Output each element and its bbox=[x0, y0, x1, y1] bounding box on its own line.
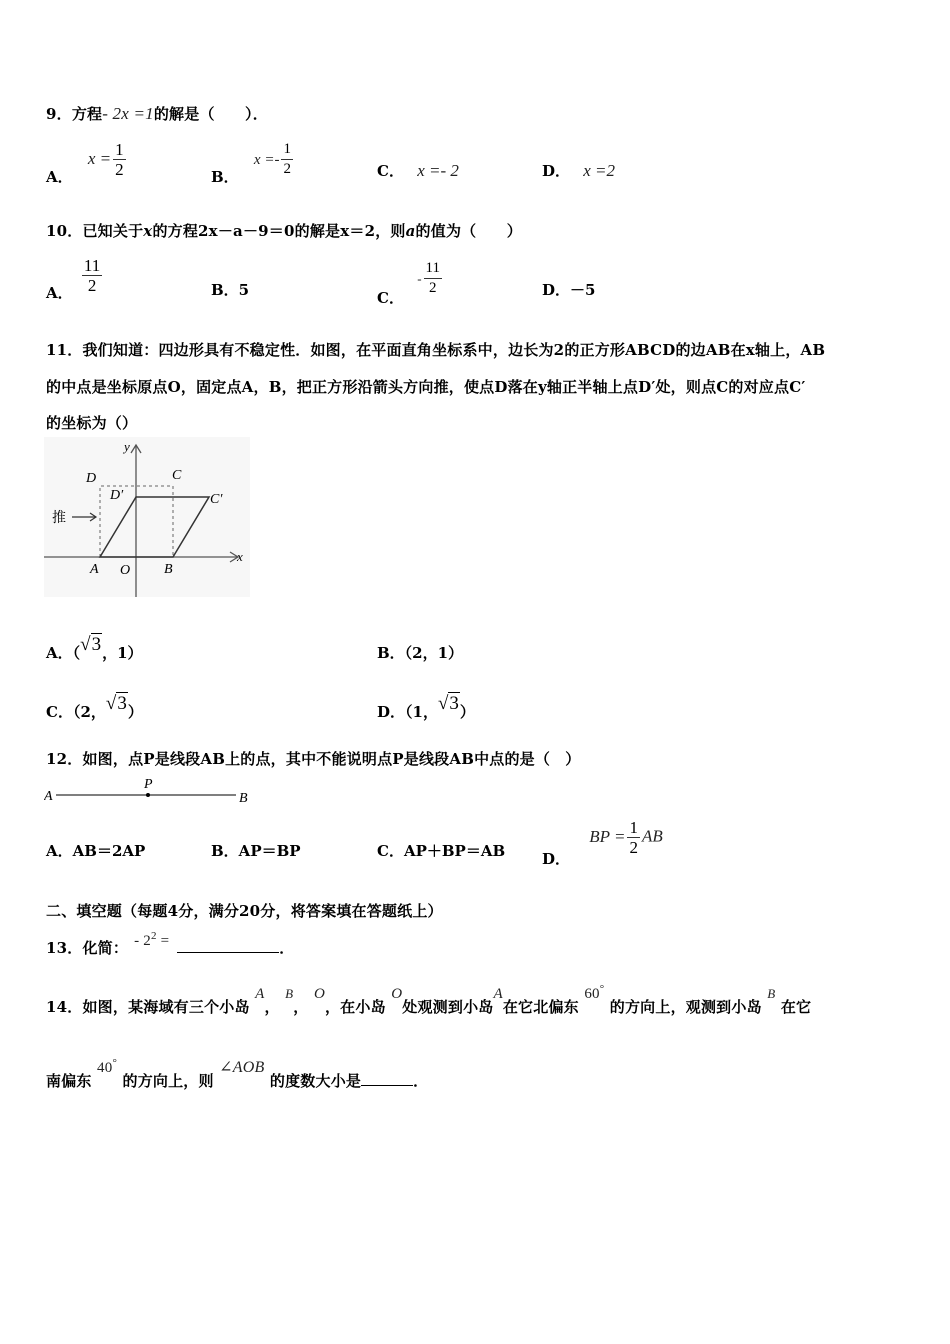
option-label: A． bbox=[46, 167, 73, 186]
label-push: 推 bbox=[52, 510, 66, 526]
q11-stem-line3: 的坐标为（） bbox=[46, 414, 138, 432]
answer-blank[interactable] bbox=[177, 938, 279, 953]
fraction: $\frac{1}{2}$ bbox=[115, 140, 124, 179]
option-expr: x =- 2 bbox=[417, 161, 459, 180]
label-C-prime: C′ bbox=[210, 492, 223, 507]
q9-option-d[interactable] bbox=[542, 160, 615, 181]
label-B: B bbox=[239, 791, 248, 806]
q9-option-a[interactable] bbox=[46, 140, 128, 186]
label-P: P bbox=[144, 777, 153, 792]
q11-figure bbox=[44, 437, 250, 597]
q12-option-d[interactable]: D． BP = $\frac{1}{2}$ AB bbox=[542, 818, 663, 868]
q12-option-a[interactable]: A．AB＝2AP bbox=[46, 842, 146, 860]
fraction: $\frac{11}{2}$ bbox=[83, 256, 101, 295]
q10-option-d[interactable] bbox=[542, 279, 595, 300]
label-C: C bbox=[172, 468, 182, 483]
q11-option-d[interactable]: D．（1，√3） bbox=[377, 693, 475, 721]
label-O: O bbox=[120, 563, 131, 578]
option-label: B． bbox=[211, 167, 239, 186]
q9-stem bbox=[46, 103, 268, 124]
sqrt: √3 bbox=[105, 693, 127, 714]
label-D-prime: D′ bbox=[110, 488, 124, 503]
label-A: A bbox=[90, 562, 99, 577]
q12-option-b[interactable]: B．AP＝BP bbox=[211, 842, 301, 860]
option-expr: x =2 bbox=[583, 161, 616, 180]
sqrt: √3 bbox=[437, 693, 459, 714]
q10-option-a[interactable] bbox=[46, 256, 104, 302]
q12-figure bbox=[44, 774, 264, 808]
q11-option-c[interactable]: C．（2，√3） bbox=[46, 693, 143, 721]
q11-stem-line2: 的中点是坐标原点O，固定点A，B，把正方形沿箭头方向推，使点D落在y轴正半轴上点D′处，则点C的对应点C′ bbox=[46, 378, 806, 396]
label-D: D bbox=[86, 471, 97, 486]
q9-option-b[interactable] bbox=[211, 140, 295, 186]
label-x: x bbox=[237, 549, 243, 564]
q12-option-c[interactable]: C．AP＋BP＝AB bbox=[377, 842, 506, 860]
math-lhs: x =- bbox=[253, 151, 280, 168]
q11-option-a[interactable]: A．（√3，1） bbox=[46, 634, 143, 662]
option-label: C． bbox=[377, 162, 404, 180]
label-B: B bbox=[164, 562, 173, 577]
math-lhs: x = bbox=[87, 148, 112, 168]
option-label: C． bbox=[377, 288, 404, 307]
fraction: $\frac{11}{2}$ bbox=[425, 260, 440, 296]
q13-stem: 13．化简： - $2^2$ = ． bbox=[46, 930, 295, 957]
q10-option-c[interactable]: C． - $\frac{11}{2}$ bbox=[377, 260, 440, 307]
q9-equation: - 2x =1 bbox=[102, 104, 154, 123]
q10-stem: 10．已知关于x的方程2x－a－9＝0的解是x＝2，则a的值为（ ） bbox=[46, 222, 522, 240]
option-label: B．5 bbox=[211, 281, 250, 299]
q14-stem-line2: 南偏东 40° 的方向上，则 ∠AOB 的度数大小是 ． bbox=[46, 1057, 429, 1090]
label-y: y bbox=[124, 439, 130, 454]
q10-option-b[interactable] bbox=[211, 279, 249, 300]
option-label: D． bbox=[542, 162, 571, 180]
sqrt: √3 bbox=[80, 634, 102, 655]
label-A: A bbox=[44, 789, 53, 804]
q11-stem-line1: 11．我们知道：四边形具有不稳定性．如图，在平面直角坐标系中，边长为2的正方形ABCD的边AB在x轴上，AB bbox=[46, 341, 826, 359]
fraction: $\frac{1}{2}$ bbox=[629, 818, 638, 857]
point-P bbox=[146, 793, 150, 797]
q10-equation: 2x－a－9＝0 bbox=[198, 222, 295, 240]
q9-tail: 的解是（ ）． bbox=[153, 105, 268, 123]
q9-number: 9．方程 bbox=[46, 105, 103, 123]
q9-option-c[interactable] bbox=[377, 160, 459, 181]
option-label: D．－5 bbox=[542, 281, 596, 299]
fraction: $\frac{1}{2}$ bbox=[283, 141, 291, 177]
q11-option-b[interactable]: B．（2，1） bbox=[377, 644, 464, 662]
section-2-title: 二、填空题（每题4分，满分20分，将答案填在答题纸上） bbox=[46, 902, 443, 920]
answer-blank[interactable] bbox=[361, 1071, 413, 1086]
q14-stem-line1: 14．如图，某海域有三个小岛 A， B， O，在小岛 O处观测到小岛A在它北偏东 60° 的方向上，观测到小岛 B 在它 bbox=[46, 983, 812, 1016]
option-label: A． bbox=[46, 283, 73, 302]
q12-stem: 12．如图，点P是线段AB上的点，其中不能说明点P是线段AB中点的是（ ） bbox=[46, 750, 581, 768]
